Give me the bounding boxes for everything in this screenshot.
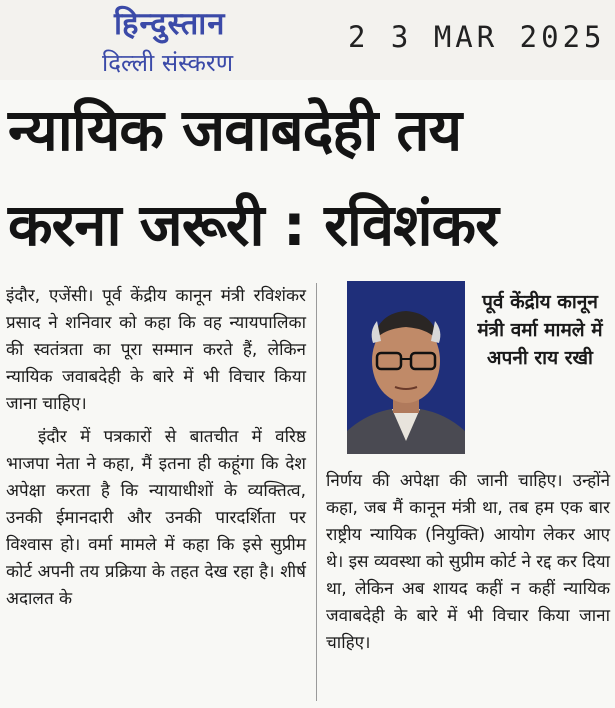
newspaper-stamp [86,2,356,80]
edition-name: दिल्ली संस्करण [102,49,234,77]
pull-quote: पूर्व केंद्रीय कानून मंत्री वर्मा मामले में अपनी राय रखी [477,291,603,369]
article-paragraph-1: इंदौर, एजेंसी। पूर्व केंद्रीय कानून मंत्री रविशंकर प्रसाद ने शनिवार को कहा कि वह न्यायपालिका की स्वतंत्रता का पूरा सम्मान करते हैं, लेकिन न्यायिक जवाबदेही के बारे में भी विचार किया जाना चाहिए। [6,286,306,414]
headline-line-2: करना जरूरी : रविशंकर [8,191,498,259]
column-divider [316,283,317,701]
article-column-2 [326,468,610,657]
newspaper-name: हिन्दुस्तान [114,6,226,42]
article-column-1 [6,283,306,613]
portrait-photo [347,281,465,454]
headline-line-1: न्यायिक जवाबदेही तय [8,96,462,164]
portrait-illustration [347,281,465,454]
clipping-date: 2 3 MAR 2025 [348,20,606,54]
article-paragraph-3: निर्णय की अपेक्षा की जानी चाहिए। उन्होंने कहा, जब मैं कानून मंत्री था, तब हम एक बार राष्ट्रीय न्यायिक (नियुक्ति) आयोग लेकर आए थे। इस व्यवस्था को सुप्रीम कोर्ट ने रद्द कर दिया था, लेकिन अब शायद कहीं न कहीं न्यायिक जवाबदेही के बारे में भी विचार किया जाना चाहिए। [326,471,610,653]
article-paragraph-2: इंदौर में पत्रकारों से बातचीत में वरिष्ठ भाजपा नेता ने कहा, मैं इतना ही कहूंगा कि देश अपेक्षा करता है कि न्यायाधीशों के व्यक्तित्व, उनकी ईमानदारी और उनकी पारदर्शिता पर विश्वास हो। वर्मा मामले में कहा कि इसे सुप्रीम कोर्ट अपनी तय प्रक्रिया के तहत देख रहा है। शीर्ष अदालत के [6,427,306,609]
